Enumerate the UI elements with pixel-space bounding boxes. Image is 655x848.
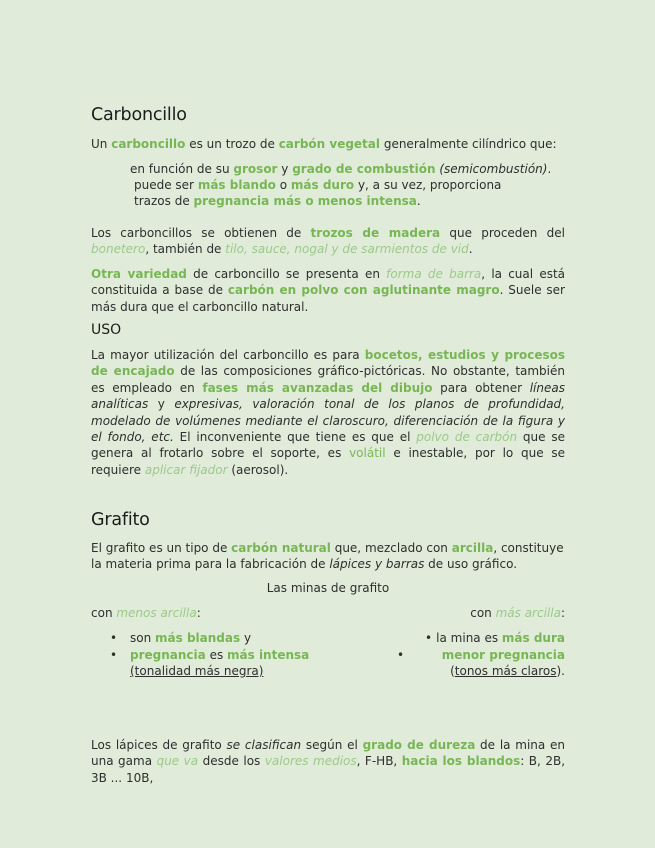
carboncillo-origin-paragraph: Los carboncillos se obtienen de trozos de madera que proceden del bonetero, también de tilo, sauce, nogal y de sarmientos de vid. (91, 226, 565, 257)
section-title-grafito: Grafito (91, 510, 150, 530)
right-column-heading: con más arcilla: (470, 606, 565, 620)
property-line: puede ser más blando o más duro y, a su vez, proporciona (134, 178, 502, 192)
property-line: trazos de pregnancia más o menos intensa. (134, 194, 421, 208)
list-item: • son más blandas y (110, 631, 252, 645)
property-line: en función de su grosor y grado de combustión (semicombustión). (130, 162, 552, 176)
section-title-carboncillo: Carboncillo (91, 105, 187, 125)
list-item: • menor pregnancia (tonos más claros). (397, 647, 565, 678)
grafito-classification-paragraph: Los lápices de grafito se clasifican según el grado de dureza de la mina en una gama que va desde los valores medios, F-HB, hacia los blandos: B, 2B, 3B ... 10B, (91, 738, 566, 785)
left-list (110, 630, 310, 680)
right-list (397, 630, 565, 680)
carboncillo-variety-paragraph: Otra variedad de carboncillo se presenta en forma de barra, la cual está constituida a base de carbón en polvo con aglutinante magro. Suele ser más dura que el carboncillo natural. (91, 267, 566, 314)
minas-heading: Las minas de grafito (266, 581, 390, 595)
carboncillo-intro: Un carboncillo es un trozo de carbón vegetal generalmente cilíndrico que: (91, 137, 557, 151)
left-column-heading: con menos arcilla: (91, 606, 201, 620)
grafito-intro-paragraph: El grafito es un tipo de carbón natural que, mezclado con arcilla, constituye la materia prima para la fabricación de lápices y barras de uso gráfico. (91, 541, 564, 572)
carboncillo-properties (130, 161, 570, 209)
section-title-uso: USO (91, 322, 122, 338)
list-item: • pregnancia es más intensa (tonalidad más negra) (110, 647, 310, 678)
list-item: • la mina es más dura (425, 631, 565, 645)
uso-paragraph: La mayor utilización del carboncillo es para bocetos, estudios y procesos de encajado de las composiciones gráfico-pictóricas. No obstante, también es empleado en fases más avanzadas del dibujo para obtener líneas analíticas y expresivas, valoración tonal de los planos de profundidad, modelado de volúmenes mediante el claroscuro, diferenciación de la figura y el fondo, etc. El inconveniente que tiene es que el polvo de carbón que se genera al frotarlo sobre el soporte, es volátil e inestable, por lo que se requiere aplicar fijador (aerosol). (91, 348, 565, 477)
